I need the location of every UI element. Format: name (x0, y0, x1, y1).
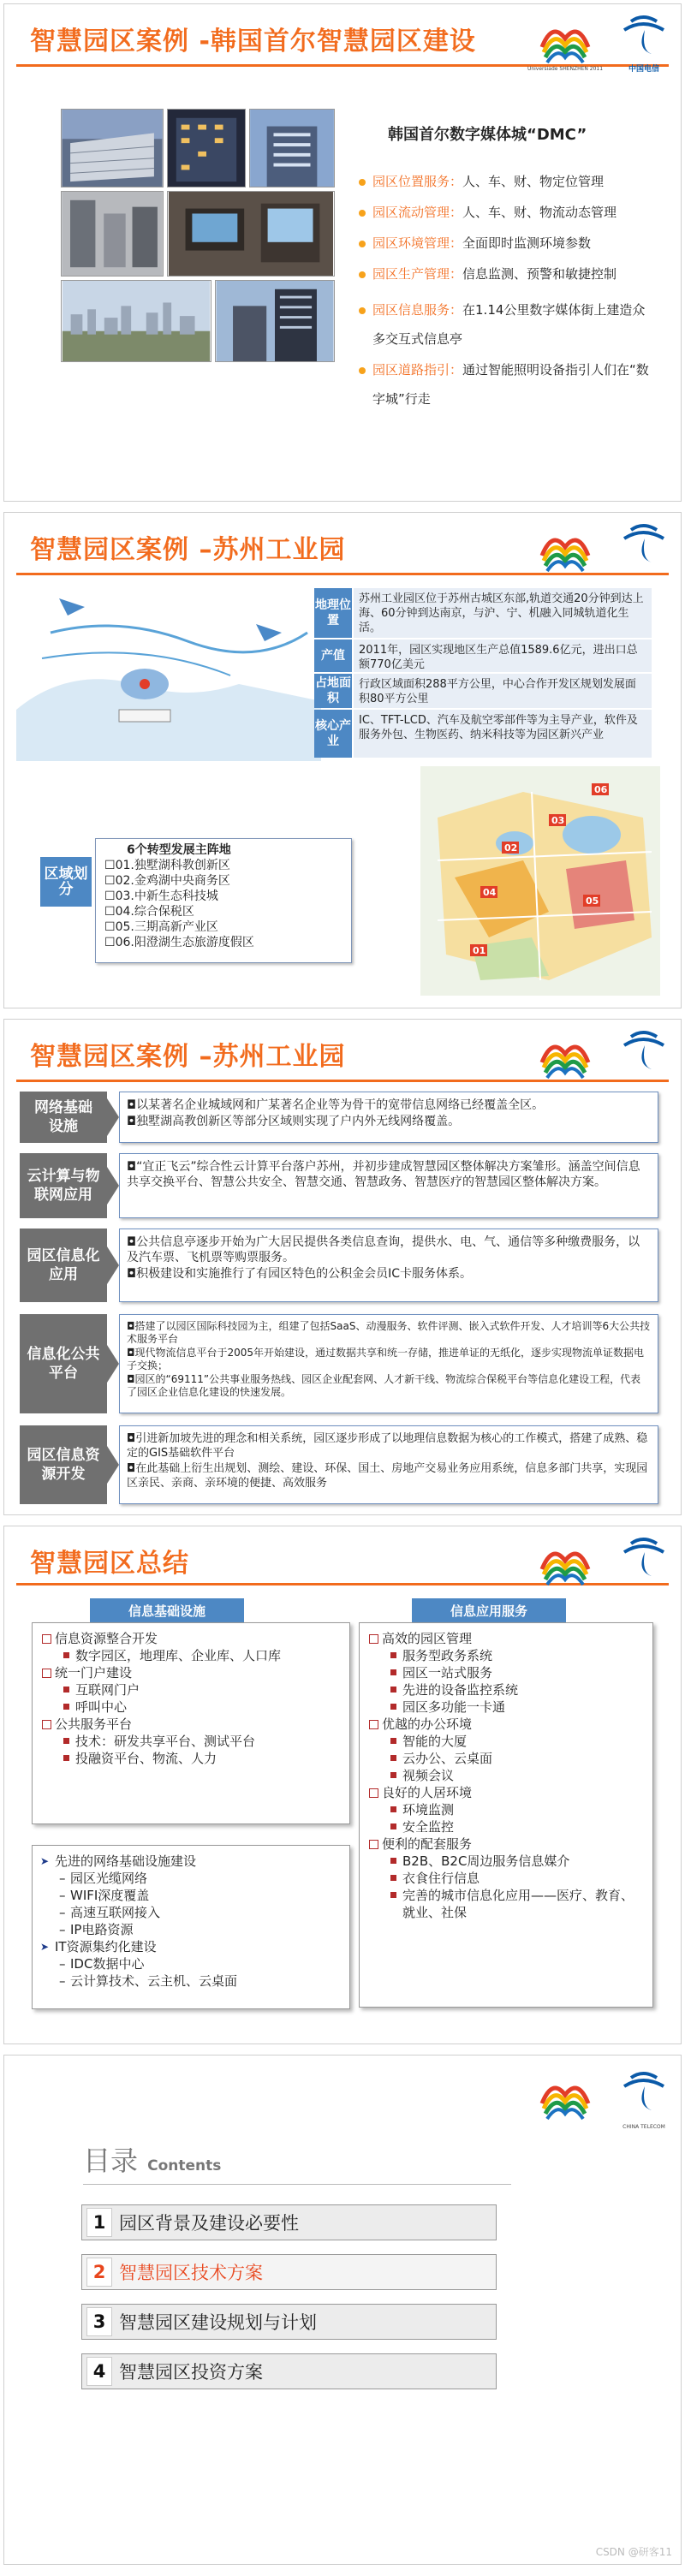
summary-item: 优越的办公环境 (382, 1716, 644, 1733)
summary-subitem: 视频会议 (402, 1767, 644, 1784)
infrastructure-panel (32, 1622, 350, 1824)
category-label: 云计算与物联网应用 (20, 1153, 107, 1218)
zone-item: ☐01.独墅湖科教创新区 (104, 859, 230, 872)
summary-subitem: 服务型政务系统 (402, 1647, 644, 1664)
universiade-logo (535, 2069, 595, 2122)
china-telecom-logo (617, 1533, 670, 1586)
summary-subitem: 衣食住行信息 (402, 1870, 644, 1887)
toc-title: 目录 Contents (83, 2145, 222, 2177)
summary-item: 高效的园区管理 (382, 1630, 644, 1647)
zone-item: ☐03.中新生态科技城 (104, 889, 218, 903)
summary-subitem: 互联网门户 (75, 1681, 341, 1698)
info-label: 地理位置 (314, 588, 352, 638)
summary-subitem: – IP电路资源 (70, 1921, 341, 1938)
info-text: 行政区域面积288平方公里，中心合作开发区规划发展面积80平方公里 (354, 674, 652, 708)
summary-subitem: 投融资平台、物流、人力 (75, 1750, 341, 1767)
slide-title: 智慧园区案例 –苏州工业园 (30, 1042, 346, 1072)
network-panel (32, 1845, 350, 2009)
info-label: 产值 (314, 640, 352, 672)
summary-item: 良好的人居环境 (382, 1784, 644, 1801)
zone-list (95, 838, 352, 963)
toc-item[interactable]: 1 园区背景及建设必要性 (81, 2204, 497, 2240)
map-label: 06 (594, 784, 608, 795)
map-label: 05 (586, 895, 599, 907)
info-text: 苏州工业园区位于苏州古城区东部,轨道交通20分钟到达上海、60分钟到达南京，与沪、宁、机融入同城轨道化生活。 (354, 588, 652, 638)
services-tag: 信息应用服务 (412, 1598, 566, 1624)
universiade-logo (535, 1535, 595, 1588)
dmc-building-photo-3 (249, 109, 335, 187)
summary-subitem: 园区多功能一卡通 (402, 1698, 644, 1716)
summary-subitem: 智能的大厦 (402, 1733, 644, 1750)
bullet-item: 园区生产管理：信息监测、预警和敏捷控制 (372, 265, 664, 283)
bullet-item: 园区道路指引：通过智能照明设备指引人们在“数字城”行走 (372, 355, 655, 413)
summary-subitem: 先进的设备监控系统 (402, 1681, 644, 1698)
summary-subitem: 安全监控 (402, 1818, 644, 1835)
summary-subitem: 呼叫中心 (75, 1698, 341, 1716)
slide-suzhou-overview (3, 512, 682, 1008)
regional-map (16, 581, 321, 761)
summary-subitem: 园区一站式服务 (402, 1664, 644, 1681)
category-label: 园区信息资源开发 (20, 1425, 107, 1504)
category-content: ◘以某著名企业城域网和广某著名企业等为骨干的宽带信息网络已经覆盖全区。 ◘独墅湖高教创新区等部分区域则实现了户内外无线网络覆盖。 (119, 1092, 658, 1143)
summary-subitem: – IDC数据中心 (70, 1955, 341, 1972)
summary-subitem: – WIFI深度覆盖 (70, 1887, 341, 1904)
zone-title: 6个转型发展主阵地 (127, 843, 231, 857)
slide-title: 智慧园区总结 (30, 1549, 189, 1579)
dmc-skyline-photo (61, 280, 211, 362)
slide-contents (3, 2055, 682, 2565)
info-label: 核心产业 (314, 710, 352, 758)
category-content: ◘公共信息亭逐步开始为广大居民提供各类信息查询，提供水、电、气、通信等多种缴费服务，以及汽车票、飞机票等购票服务。 ◘积极建设和实施推行了有园区特色的公积金会员IC卡服务体系。 (119, 1229, 658, 1302)
dmc-kiosk-photo (167, 191, 335, 277)
summary-item: 便利的配套服务 (382, 1835, 644, 1853)
universiade-logo (535, 13, 595, 66)
category-content: ◘“宜正飞云”综合性云计算平台落户苏州，并初步建成智慧园区整体解决方案雏形。涵盖空间信息共享交换平台、智慧公共安全、智慧交通、智慧政务、智慧医疗的智慧园区整体解决方案。 (119, 1153, 658, 1218)
summary-subitem: 技术：研发共享平台、测试平台 (75, 1733, 341, 1750)
summary-item: 统一门户建设 (55, 1664, 341, 1681)
zone-label: 区域划分 (40, 857, 92, 907)
toc-item[interactable]: 4 智慧园区投资方案 (81, 2353, 497, 2389)
summary-item: 信息资源整合开发 (55, 1630, 341, 1647)
info-label: 占地面积 (314, 674, 352, 708)
watermark: CSDN @研客11 (595, 2546, 672, 2558)
suzhou-zone-map (420, 766, 660, 996)
universiade-logo (535, 521, 595, 574)
dmc-subtitle: 韩国首尔数字媒体城“DMC” (388, 126, 587, 144)
summary-subitem: – 高速互联网接入 (70, 1904, 341, 1921)
zone-item: ☐06.阳澄湖生态旅游度假区 (104, 936, 254, 949)
summary-subitem: – 云计算技术、云主机、云桌面 (70, 1972, 341, 1990)
map-label: 01 (473, 945, 486, 956)
bullet-item: 园区位置服务：人、车、财、物定位管理 (372, 172, 664, 191)
slide-summary (3, 1526, 682, 2044)
bullet-item: 园区流动管理：人、车、财、物流动态管理 (372, 203, 664, 222)
toc-item-active[interactable]: 2 智慧园区技术方案 (81, 2254, 497, 2290)
summary-subitem: 完善的城市信息化应用——医疗、教育、就业、社保 (402, 1887, 644, 1921)
toc-rule (83, 2184, 511, 2185)
slide-suzhou-details (3, 1019, 682, 1515)
category-content: ◘引进新加坡先进的理念和相关系统，园区逐步形成了以地理信息数据为核心的工作模式，搭建了成熟、稳定的GIS基础软件平台 ◘在此基础上衍生出规划、测绘、建设、环保、国土、房地产交易业务应用系统，信息多部门共享，实现园区亲民、亲商、亲环境的便捷、高效服务 (119, 1425, 658, 1504)
summary-item: 公共服务平台 (55, 1716, 341, 1733)
toc-item[interactable]: 3 智慧园区建设规划与计划 (81, 2304, 497, 2340)
summary-subitem: – 园区光缆网络 (70, 1870, 341, 1887)
slide-title: 智慧园区案例 –苏州工业园 (30, 535, 346, 565)
services-panel (359, 1622, 653, 2008)
summary-subitem: 云办公、云桌面 (402, 1750, 644, 1767)
china-telecom-logo (617, 520, 670, 573)
zone-item: ☐04.综合保税区 (104, 905, 194, 919)
map-label: 03 (551, 815, 565, 826)
china-telecom-en: CHINA TELECOM (622, 2124, 665, 2130)
category-label: 网络基础设施 (20, 1092, 107, 1143)
universiade-caption: Universiade SHENZHEN 2011 (527, 66, 604, 72)
slide-korea-dmc (3, 3, 682, 502)
summary-item: ➤ 先进的网络基础设施建设 (55, 1853, 341, 1870)
info-text: 2011年，园区实现地区生产总值1589.6亿元，进出口总额770亿美元 (354, 640, 652, 672)
dmc-street-photo (61, 191, 164, 277)
bullet-item: 园区信息服务：在1.14公里数字媒体街上建造众多交互式信息亭 (372, 295, 655, 354)
dmc-tower-photo (215, 280, 335, 362)
china-telecom-logo (617, 1026, 670, 1080)
summary-subitem: 环境监测 (402, 1801, 644, 1818)
map-label: 04 (483, 887, 497, 898)
universiade-logo (535, 1028, 595, 1081)
dmc-building-photo-2 (167, 109, 246, 187)
dmc-building-photo-1 (61, 109, 164, 187)
category-content: ◘搭建了以园区国际科技园为主，组建了包括SaaS、动漫服务、软件评测、嵌入式软件开发、人才培训等6大公共技术服务平台 ◘现代物流信息平台于2005年开始建设，通过数据共享和统一存储，推进单证的无纸化，逐步实现物流单证数据电子交换； ◘园区的“69111”公共事业服务热线、园区企业配套网、人才新干线、物流综合保税平台等信息化建设工程，代表了园区企业信息化建设的快速发展。 (119, 1314, 658, 1413)
zone-item: ☐02.金鸡湖中央商务区 (104, 874, 230, 888)
bullet-item: 园区环境管理：全面即时监测环境参数 (372, 234, 664, 253)
category-label: 信息化公共平台 (20, 1314, 107, 1413)
china-telecom-logo (617, 2067, 670, 2121)
summary-item: ➤ IT资源集约化建设 (55, 1938, 341, 1955)
zone-item: ☐05.三期高新产业区 (104, 920, 218, 934)
map-label: 02 (504, 842, 518, 854)
slide-title: 智慧园区案例 -韩国首尔智慧园区建设 (30, 27, 476, 57)
info-text: IC、TFT-LCD、汽车及航空零部件等为主导产业，软件及服务外包、生物医药、纳米科技等为园区新兴产业 (354, 710, 652, 758)
category-label: 园区信息化应用 (20, 1229, 107, 1302)
china-telecom-logo (617, 11, 670, 64)
summary-subitem: B2B、B2C周边服务信息媒介 (402, 1853, 644, 1870)
china-telecom-name: 中国电信 (628, 65, 659, 74)
infrastructure-tag: 信息基础设施 (90, 1598, 244, 1624)
summary-subitem: 数字园区，地理库、企业库、人口库 (75, 1647, 341, 1664)
